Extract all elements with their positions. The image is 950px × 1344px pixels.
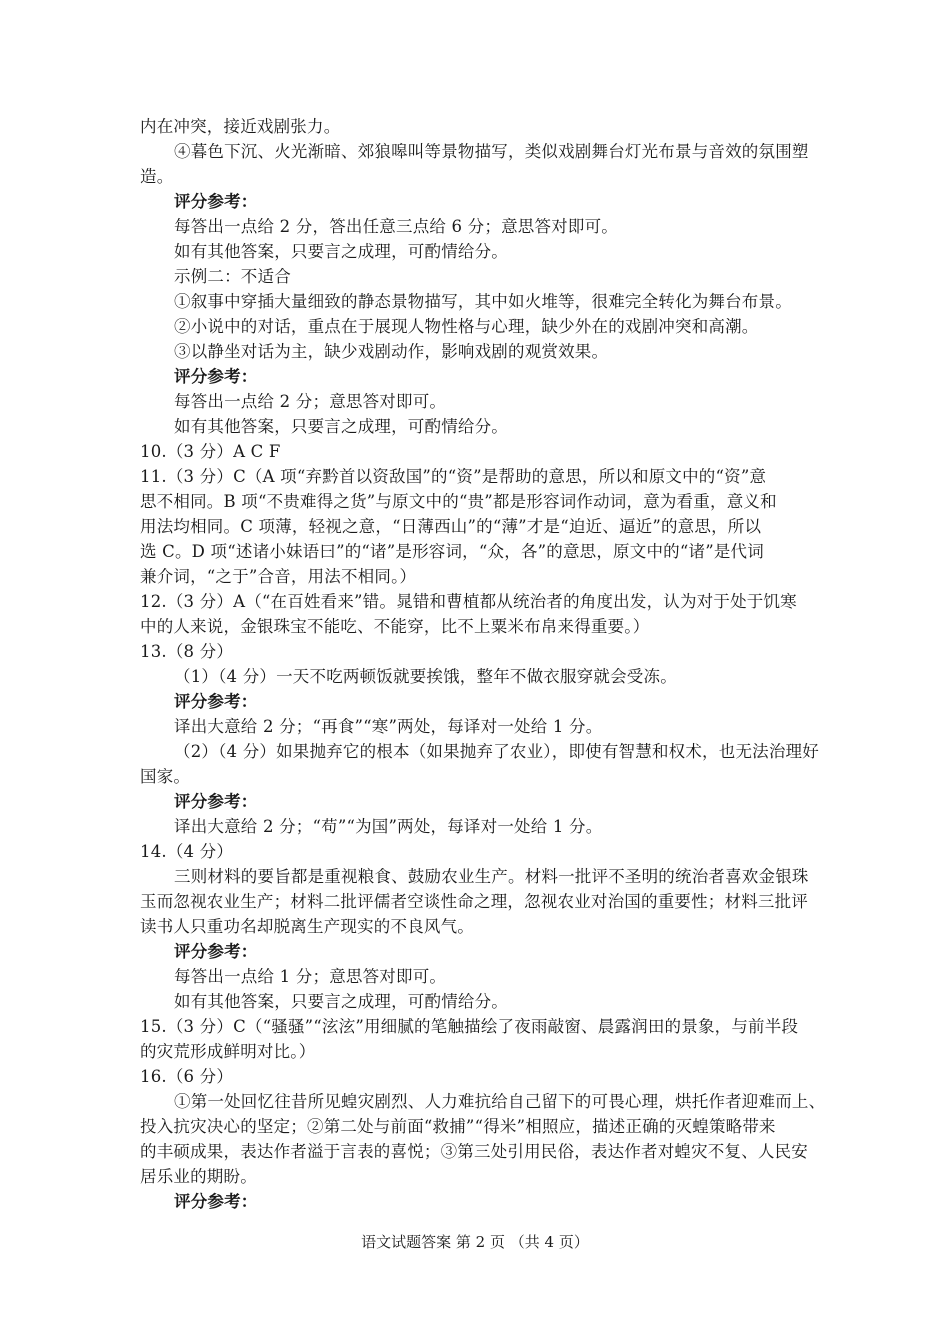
text-line: 13.（8 分）: [140, 642, 234, 661]
scoring-heading: 评分参考：: [174, 692, 258, 711]
text-line: 11.（3 分）C（A 项“弃黔首以资敌国”的“资”是帮助的意思，所以和原文中的“资”意: [140, 467, 767, 486]
scoring-heading: 评分参考：: [174, 792, 258, 811]
text-line: 三则材料的要旨都是重视粮食、鼓励农业生产。材料一批评不圣明的统治者喜欢金银珠: [174, 867, 809, 886]
text-line: 国家。: [140, 767, 191, 786]
text-line: 选 C。D 项“述诸小妹语曰”的“诸”是形容词，“众，各”的意思，原文中的“诸”是代词: [140, 542, 764, 561]
text-line: 示例二：不适合: [174, 267, 291, 286]
text-line: 的丰硕成果，表达作者溢于言表的喜悦；③第三处引用民俗，表达作者对蝗灾不复、人民安: [140, 1142, 808, 1161]
text-line: 造。: [140, 167, 174, 186]
text-line: 译出大意给 2 分；“苟”“为国”两处，每译对一处给 1 分。: [174, 817, 603, 836]
text-line: 10.（3 分）A C F: [140, 442, 281, 461]
text-line: （2）（4 分）如果抛弃它的根本（如果抛弃了农业），即使有智慧和权术，也无法治理好: [174, 742, 819, 761]
text-line: 译出大意给 2 分；“再食”“寒”两处，每译对一处给 1 分。: [174, 717, 603, 736]
text-line: 如有其他答案，只要言之成理，可酌情给分。: [174, 417, 508, 436]
text-line: 居乐业的期盼。: [140, 1167, 257, 1186]
text-line: 思不相同。B 项“不贵难得之货”与原文中的“贵”都是形容词作动词，意为看重，意义和: [140, 492, 777, 511]
text-line: 的灾荒形成鲜明对比。）: [140, 1042, 316, 1061]
text-line: 用法均相同。C 项薄，轻视之意，“日薄西山”的“薄”才是“迫近、逼近”的意思，所以: [140, 517, 762, 536]
text-line: 玉而忽视农业生产；材料二批评儒者空谈性命之理，忽视农业对治国的重要性；材料三批评: [140, 892, 808, 911]
text-line: 每答出一点给 1 分；意思答对即可。: [174, 967, 447, 986]
text-line: 16.（6 分）: [140, 1067, 234, 1086]
text-line: 中的人来说，金银珠宝不能吃、不能穿，比不上粟米布帛来得重要。）: [140, 617, 650, 636]
text-line: 读书人只重功名却脱离生产现实的不良风气。: [140, 917, 474, 936]
text-line: 如有其他答案，只要言之成理，可酌情给分。: [174, 992, 508, 1011]
text-line: ①叙事中穿插大量细致的静态景物描写，其中如火堆等，很难完全转化为舞台布景。: [174, 292, 792, 311]
text-line: 投入抗灾决心的坚定；②第二处与前面“救捕”“得米”相照应，描述正确的灭蝗策略带来: [140, 1117, 776, 1136]
text-line: 内在冲突，接近戏剧张力。: [140, 117, 341, 136]
text-line: 每答出一点给 2 分，答出任意三点给 6 分；意思答对即可。: [174, 217, 618, 236]
text-line: （1）（4 分）一天不吃两顿饭就要挨饿，整年不做衣服穿就会受冻。: [174, 667, 677, 686]
text-line: 12.（3 分）A（“在百姓看来”错。晁错和曹植都从统治者的角度出发，认为对于处于饥寒: [140, 592, 797, 611]
scoring-heading: 评分参考：: [174, 367, 258, 386]
scoring-heading: 评分参考：: [174, 1192, 258, 1211]
text-line: ③以静坐对话为主，缺少戏剧动作，影响戏剧的观赏效果。: [174, 342, 609, 361]
text-line: ④暮色下沉、火光渐暗、郊狼嗥叫等景物描写，类似戏剧舞台灯光布景与音效的氛围塑: [174, 142, 809, 161]
text-line: 15.（3 分）C（“骚骚”“泫泫”用细腻的笔触描绘了夜雨敲窗、晨露润田的景象，与前半段: [140, 1017, 799, 1036]
text-line: 如有其他答案，只要言之成理，可酌情给分。: [174, 242, 508, 261]
scoring-heading: 评分参考：: [174, 942, 258, 961]
text-line: ②小说中的对话，重点在于展现人物性格与心理，缺少外在的戏剧冲突和高潮。: [174, 317, 759, 336]
text-line: ①第一处回忆往昔所见蝗灾剧烈、人力难抗给自己留下的可畏心理，烘托作者迎难而上、: [174, 1092, 826, 1111]
text-line: 兼介词，“之于”合音，用法不相同。）: [140, 567, 417, 586]
text-line: 每答出一点给 2 分；意思答对即可。: [174, 392, 447, 411]
scoring-heading: 评分参考：: [174, 192, 258, 211]
text-line: 14.（4 分）: [140, 842, 234, 861]
page-footer: 语文试题答案 第 2 页 （共 4 页）: [361, 1233, 589, 1251]
